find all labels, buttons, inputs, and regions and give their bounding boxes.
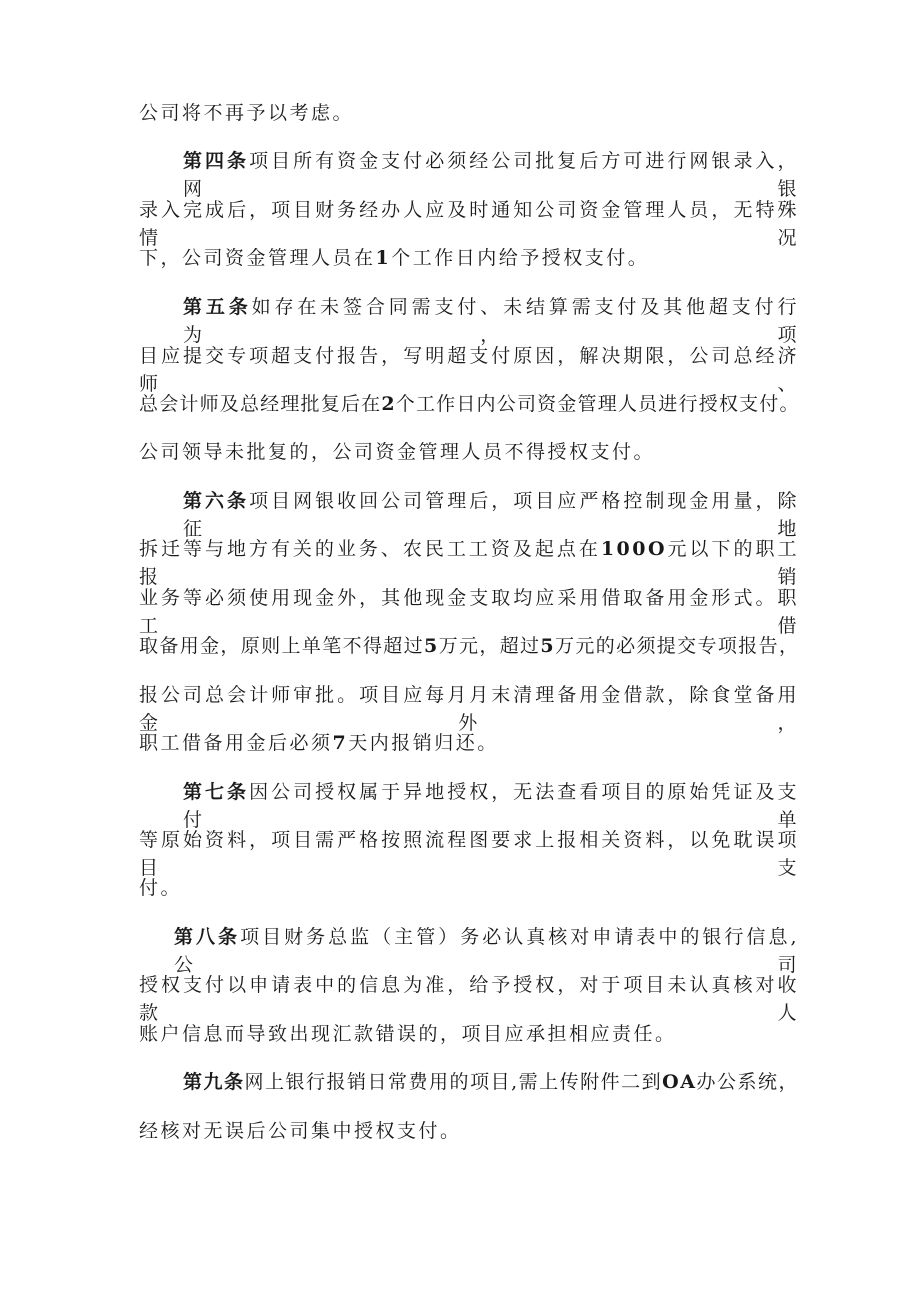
- text-line: 拆迁等与地方有关的业务、农民工工资及起点在100O元以下的职工报销: [139, 538, 799, 588]
- text-line: 授权支付以申请表中的信息为准，给予授权，对于项目未认真核对收款人: [139, 974, 799, 1024]
- article-4-heading-line: 第四条项目所有资金支付必须经公司批复后方可进行网银录入，网银: [183, 150, 799, 200]
- text-line: 下，公司资金管理人员在1个工作日内给予授权支付。: [139, 247, 650, 269]
- text-line: 业务等必须使用现金外，其他现金支取均应采用借取备用金形式。职工借: [139, 587, 799, 637]
- article-number: 第七条: [183, 781, 250, 803]
- text-line: 目应提交专项超支付报告，写明超支付原因，解决期限，公司总经济师、: [139, 345, 799, 395]
- article-number: 第五条: [183, 296, 252, 318]
- text-line: 取备用金，原则上单笔不得超过5万元，超过5万元的必须提交专项报告，: [139, 635, 799, 657]
- article-7-heading-line: 第七条因公司授权属于异地授权，无法查看项目的原始凭证及支付单: [183, 781, 799, 831]
- article-6-heading-line: 第六条项目网银收回公司管理后，项目应严格控制现金用量，除征地: [183, 490, 799, 540]
- text-line: 经核对无误后公司集中授权支付。: [139, 1120, 462, 1142]
- article-5-heading-line: 第五条如存在未签合同需支付、未结算需支付及其他超支付行为，项: [183, 296, 799, 346]
- article-number: 第四条: [183, 150, 250, 172]
- article-number: 第八条: [174, 926, 241, 948]
- text-line: 公司将不再予以考虑。: [139, 102, 355, 124]
- text-line: 职工借备用金后必须7天内报销归还。: [139, 732, 499, 754]
- text-line: 总会计师及总经理批复后在2个工作日内公司资金管理人员进行授权支付。: [139, 393, 799, 415]
- article-number: 第九条: [183, 1071, 245, 1093]
- text-line: 等原始资料，项目需严格按照流程图要求上报相关资料，以免耽误项目支: [139, 829, 799, 879]
- article-number: 第六条: [183, 490, 250, 512]
- text-line: 报公司总会计师审批。项目应每月月末清理备用金借款，除食堂备用金外，: [139, 684, 799, 734]
- article-8-heading-line: 第八条项目财务总监（主管）务必认真核对申请表中的银行信息,公司: [174, 926, 799, 976]
- text-line: 公司领导未批复的，公司资金管理人员不得授权支付。: [139, 441, 656, 463]
- text-line: 录入完成后，项目财务经办人应及时通知公司资金管理人员，无特殊情况: [139, 199, 799, 249]
- text-line: 付。: [139, 877, 183, 899]
- article-9-heading-line: 第九条网上银行报销日常费用的项目,需上传附件二到OA办公系统，: [183, 1071, 799, 1093]
- text-line: 账户信息而导致出现汇款错误的，项目应承担相应责任。: [139, 1023, 677, 1045]
